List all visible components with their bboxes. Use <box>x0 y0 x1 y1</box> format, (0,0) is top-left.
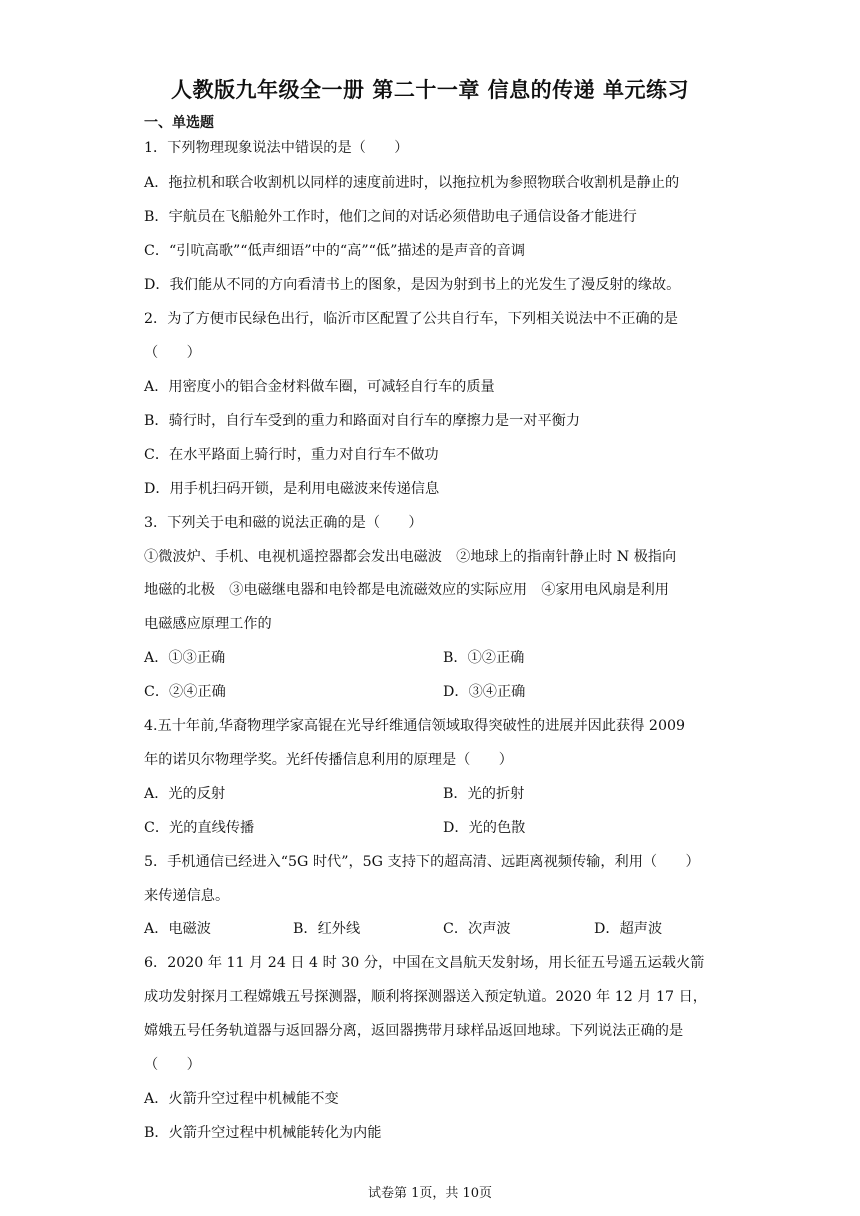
question-6-stem: 6．2020 年 11 月 24 日 4 时 30 分，中国在文昌航天发射场，用长征五号遥五运载火箭 <box>144 955 705 971</box>
question-4-option-d: D．光的色散 <box>443 820 526 836</box>
question-3-statement-line: 地磁的北极 ③电磁继电器和电铃都是电流磁效应的实际应用 ④家用电风扇是利用 <box>144 582 669 598</box>
question-4-option-a: A．光的反射 <box>144 786 226 802</box>
question-5-option-a: A．电磁波 <box>144 921 211 937</box>
question-2-option-a: A．用密度小的铝合金材料做车圈，可减轻自行车的质量 <box>144 379 495 395</box>
question-5-stem: 5．手机通信已经进入“5G 时代”，5G 支持下的超高清、远距离视频传输，利用（ ） <box>144 854 700 870</box>
question-1-option-c: C．“引吭高歌”“低声细语”中的“高”“低”描述的是声音的音调 <box>144 243 526 259</box>
section-heading: 一、单选题 <box>144 115 214 131</box>
question-2-option-b: B．骑行时，自行车受到的重力和路面对自行车的摩擦力是一对平衡力 <box>144 413 581 429</box>
question-2-stem-blank: （ ） <box>144 345 201 361</box>
question-1-option-d: D．我们能从不同的方向看清书上的图象，是因为射到书上的光发生了漫反射的缘故。 <box>144 277 681 293</box>
question-3-stem: 3．下列关于电和磁的说法正确的是（ ） <box>144 515 423 531</box>
question-5-stem-cont: 来传递信息。 <box>144 888 230 904</box>
question-6-stem-cont: 成功发射探月工程嫦娥五号探测器，顺利将探测器送入预定轨道。2020 年 12 月 17 日， <box>144 989 707 1005</box>
question-6-option-a: A．火箭升空过程中机械能不变 <box>144 1091 339 1107</box>
question-2-stem: 2．为了方便市民绿色出行，临沂市区配置了公共自行车，下列相关说法中不正确的是 <box>144 311 678 327</box>
question-3-option-d: D．③④正确 <box>443 684 526 700</box>
question-5-option-c: C．次声波 <box>443 921 511 937</box>
question-1-option-b: B．宇航员在飞船舱外工作时，他们之间的对话必须借助电子通信设备才能进行 <box>144 209 637 225</box>
question-3-option-a: A．①③正确 <box>144 650 226 666</box>
question-1-option-a: A．拖拉机和联合收割机以同样的速度前进时，以拖拉机为参照物联合收割机是静止的 <box>144 175 680 191</box>
page-footer: 试卷第 1页，共 10页 <box>367 1186 493 1201</box>
question-3-statement-line: ①微波炉、手机、电视机遥控器都会发出电磁波 ②地球上的指南针静止时 N 极指向 <box>144 549 677 565</box>
question-4-option-c: C．光的直线传播 <box>144 820 255 836</box>
question-2-option-c: C．在水平路面上骑行时，重力对自行车不做功 <box>144 447 439 463</box>
page-title: 人教版九年级全一册 第二十一章 信息的传递 单元练习 <box>171 78 689 102</box>
question-4-stem: 4.五十年前,华裔物理学家高锟在光导纤维通信领域取得突破性的进展并因此获得 2009 <box>144 718 686 734</box>
question-6-stem-blank: （ ） <box>144 1057 201 1073</box>
question-1-stem: 1．下列物理现象说法中错误的是（ ） <box>144 140 409 156</box>
question-5-option-d: D．超声波 <box>594 921 663 937</box>
question-5-option-b: B．红外线 <box>293 921 361 937</box>
question-6-stem-cont: 嫦娥五号任务轨道器与返回器分离，返回器携带月球样品返回地球。下列说法正确的是 <box>144 1023 684 1039</box>
question-6-option-b: B．火箭升空过程中机械能转化为内能 <box>144 1125 382 1141</box>
question-3-option-b: B．①②正确 <box>443 650 525 666</box>
question-3-option-c: C．②④正确 <box>144 684 226 700</box>
question-4-option-b: B．光的折射 <box>443 786 525 802</box>
question-3-statement-line: 电磁感应原理工作的 <box>144 616 272 632</box>
question-4-stem-cont: 年的诺贝尔物理学奖。光纤传播信息利用的原理是（ ） <box>144 752 513 768</box>
question-2-option-d: D．用手机扫码开锁，是利用电磁波来传递信息 <box>144 481 440 497</box>
